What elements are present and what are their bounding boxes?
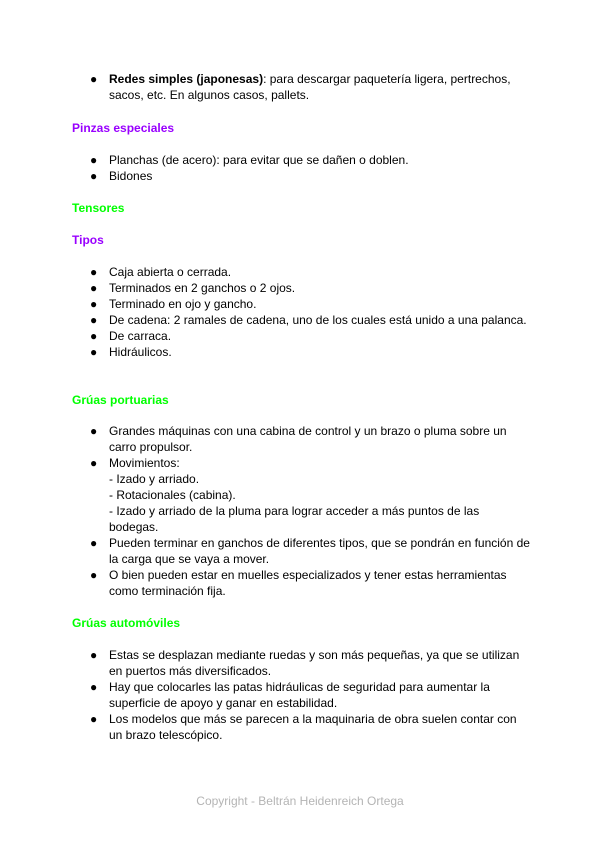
heading-gruas-portuarias: Grúas portuarias (72, 393, 169, 407)
bullet-icon: ● (90, 281, 98, 295)
bullet-icon: ● (90, 169, 98, 183)
bullet-icon: ● (90, 424, 98, 438)
bullet-icon: ● (90, 712, 98, 726)
list-item (0, 296, 600, 312)
bullet-icon: ● (90, 153, 98, 167)
list-item (0, 711, 600, 743)
list-item-text: De carraca. (109, 329, 172, 343)
list-item (0, 152, 600, 168)
list-item (0, 168, 600, 184)
list-item (0, 423, 600, 455)
movimiento-pluma: - Izado y arriado de la pluma para lograr acceder a más puntos de las bodegas. (109, 504, 480, 534)
bullet-icon: ● (90, 456, 98, 470)
list-item-text: Caja abierta o cerrada. (109, 265, 232, 279)
bullet-icon: ● (90, 72, 98, 86)
list-item-text: Pueden terminar en ganchos de diferentes tipos, que se pondrán en función de la carga que se vaya a mover. (109, 536, 530, 566)
copyright-footer: Copyright - Beltrán Heidenreich Ortega (196, 794, 404, 808)
list-item-text: O bien pueden estar en muelles especializados y tener estas herramientas como terminación fija. (109, 568, 507, 598)
bullet-list-redes (0, 71, 600, 103)
list-item-text: : para descargar paquetería ligera, pertrechos, sacos, etc. En algunos casos, pallets. (109, 72, 511, 102)
list-item-text: Hidráulicos. (109, 345, 172, 359)
list-item-text: Terminados en 2 ganchos o 2 ojos. (109, 281, 296, 295)
bullet-icon: ● (90, 345, 98, 359)
list-item-text: Bidones (109, 169, 153, 183)
list-item (0, 567, 600, 599)
list-item-text: Movimientos: (109, 456, 180, 470)
bullet-list-gruas-automoviles (0, 647, 600, 743)
list-item (0, 455, 600, 535)
bullet-list-pinzas (0, 152, 600, 184)
heading-pinzas-especiales: Pinzas especiales (72, 121, 175, 135)
bullet-icon: ● (90, 313, 98, 327)
list-item (0, 312, 600, 328)
heading-gruas-automoviles: Grúas automóviles (72, 616, 181, 630)
list-item (0, 344, 600, 360)
list-item-text: De cadena: 2 ramales de cadena, uno de los cuales está unido a una palanca. (109, 313, 527, 327)
bullet-icon: ● (90, 680, 98, 694)
list-item-bold: Redes simples (japonesas) (109, 72, 264, 86)
movimiento-izado: - Izado y arriado. (109, 472, 200, 486)
bullet-icon: ● (90, 265, 98, 279)
list-item-text: Estas se desplazan mediante ruedas y son más pequeñas, ya que se utilizan en puertos más diversificados. (109, 648, 520, 678)
list-item (0, 71, 600, 103)
list-item (0, 679, 600, 711)
list-item (0, 535, 600, 567)
list-item-text: Terminado en ojo y gancho. (109, 297, 257, 311)
list-item-text: Grandes máquinas con una cabina de control y un brazo o pluma sobre un carro propulsor. (109, 424, 507, 454)
heading-tensores: Tensores (72, 201, 125, 215)
bullet-icon: ● (90, 297, 98, 311)
list-item-text: Planchas (de acero): para evitar que se dañen o doblen. (109, 153, 409, 167)
bullet-icon: ● (90, 536, 98, 550)
heading-tipos: Tipos (72, 233, 104, 247)
list-item (0, 280, 600, 296)
bullet-list-tipos (0, 264, 600, 360)
list-item (0, 264, 600, 280)
list-item-text: Hay que colocarles las patas hidráulicas de seguridad para aumentar la superficie de apoyo y ganar en estabilidad. (109, 680, 490, 710)
bullet-icon: ● (90, 568, 98, 582)
bullet-icon: ● (90, 648, 98, 662)
bullet-icon: ● (90, 329, 98, 343)
bullet-list-gruas-portuarias (0, 423, 600, 599)
list-item (0, 647, 600, 679)
list-item-text: Los modelos que más se parecen a la maquinaria de obra suelen contar con un brazo telescópico. (109, 712, 517, 742)
movimiento-rotacional: - Rotacionales (cabina). (109, 488, 236, 502)
list-item (0, 328, 600, 344)
